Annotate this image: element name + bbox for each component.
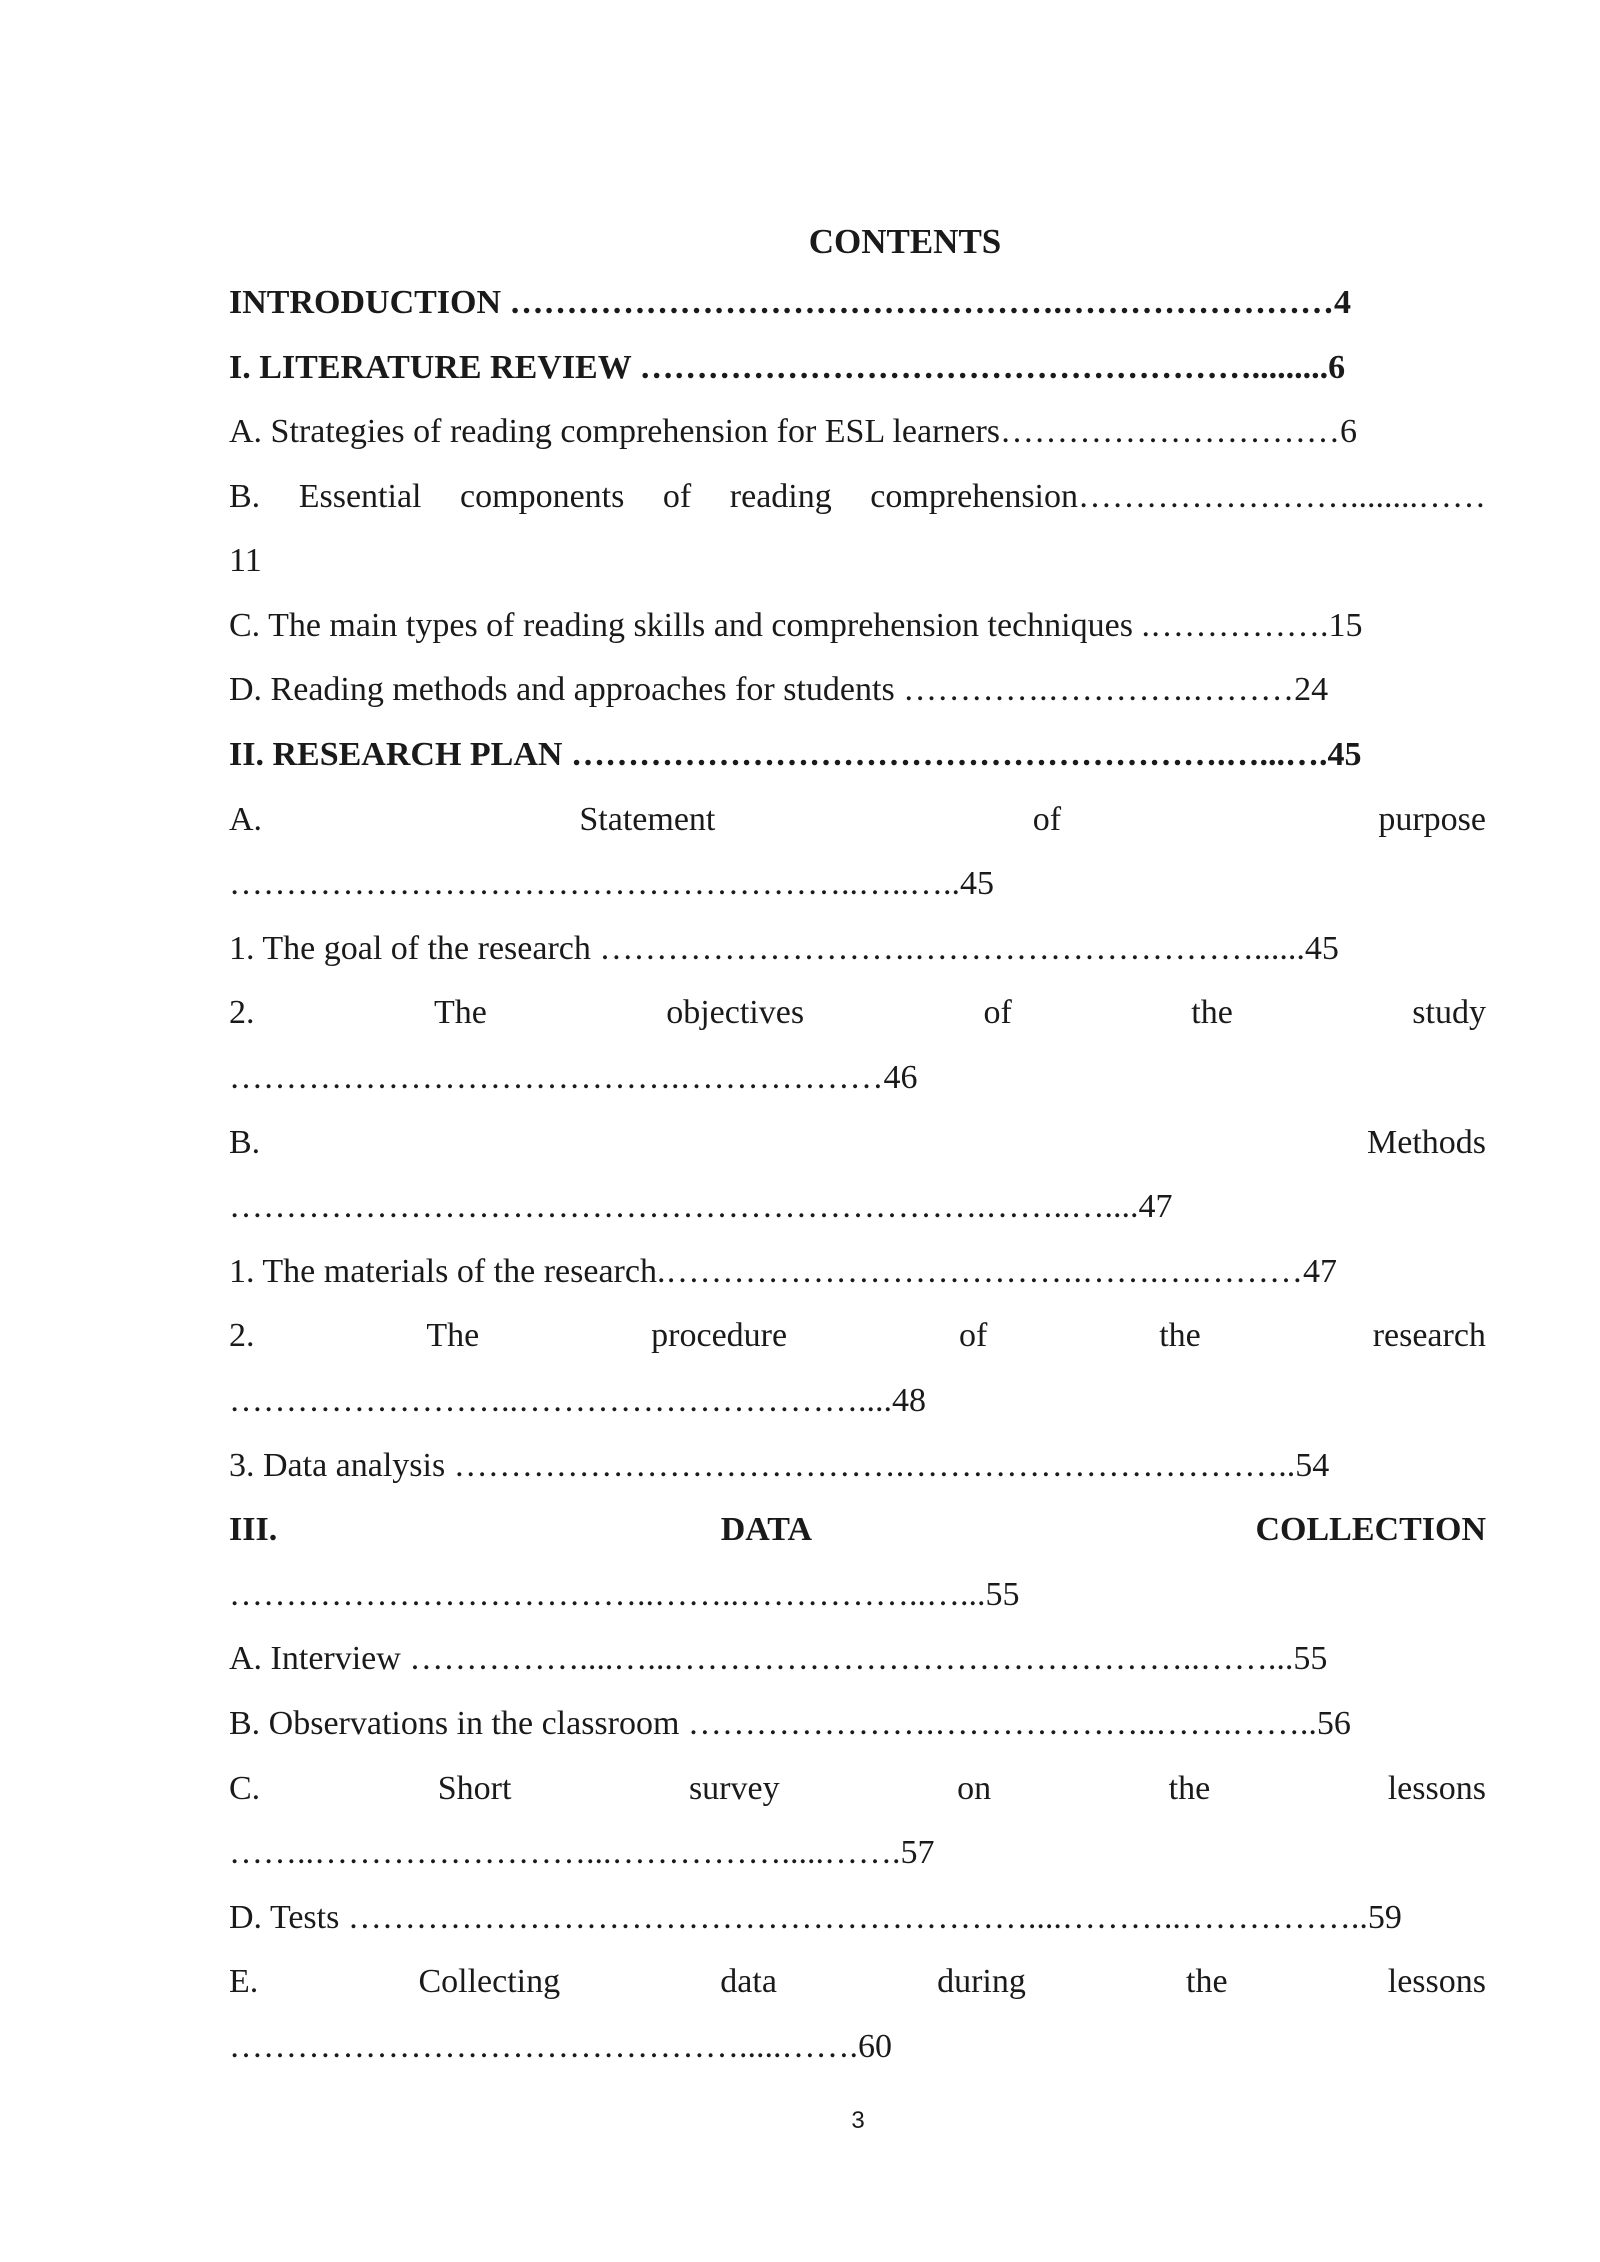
toc-word: Methods (1367, 1124, 1486, 1161)
toc-leader-continuation: ……………………..…………………………....48 (229, 1382, 926, 1419)
toc-word: of (959, 1317, 988, 1354)
toc-word: A. (229, 801, 263, 838)
toc-word: 2. (229, 1317, 255, 1354)
toc-leader-continuation: ………………………………………………………….……..…....47 (229, 1188, 1173, 1225)
toc-entry-research-plan: II. RESEARCH PLAN ………………………………………………….…...….45 (229, 736, 1362, 773)
toc-leader-continuation: ………………………………………………..…..…..45 (229, 865, 994, 902)
toc-leader-continuation: ………………………………….………………46 (229, 1059, 918, 1096)
toc-word: The (426, 1317, 480, 1354)
toc-entry-collecting-data (229, 1960, 1486, 2004)
toc-word: III. (229, 1511, 278, 1548)
toc-word: of (983, 994, 1012, 1031)
toc-word: comprehension……………………........…… (870, 478, 1486, 515)
toc-entry-reading-methods: D. Reading methods and approaches for students ………….………….………24 (229, 671, 1329, 708)
toc-entry-objectives (229, 991, 1486, 1035)
toc-leader-continuation: ……..……………………...…………….....…….57 (229, 1834, 935, 1871)
toc-word: of (1032, 801, 1062, 838)
toc-entry-interview: A. Interview ……………....…...………………………………………..……...55 (229, 1640, 1328, 1677)
toc-entry-methods (229, 1121, 1486, 1165)
toc-leader-continuation: ……………………………………….....…….60 (229, 2028, 892, 2065)
toc-word: Collecting (418, 1963, 561, 2000)
toc-word: lessons (1387, 1770, 1486, 1807)
toc-word: on (957, 1770, 992, 1807)
toc-entry-essential-components (229, 475, 1486, 519)
page-title: CONTENTS (808, 222, 1002, 261)
toc-entry-introduction: INTRODUCTION ………………………………………….……………………4 (229, 284, 1352, 321)
toc-word: Short (437, 1770, 512, 1807)
toc-word: purpose (1378, 801, 1486, 838)
toc-entry-reading-skills: C. The main types of reading skills and comprehension techniques .…………….15 (229, 607, 1363, 644)
page-number: 3 (851, 2107, 865, 2134)
toc-word: survey (688, 1770, 780, 1807)
toc-word: data (720, 1963, 777, 2000)
toc-entry-materials: 1. The materials of the research.……………………………….…….….………47 (229, 1253, 1337, 1290)
toc-word: the (1159, 1317, 1201, 1354)
toc-word: objectives (666, 994, 805, 1031)
toc-word: B. (229, 478, 261, 515)
toc-word: E. (229, 1963, 259, 2000)
toc-page-number-continuation: 11 (229, 542, 262, 579)
toc-leader-continuation: ………………………………..……..……………..…...55 (229, 1576, 1020, 1613)
toc-entry-tests: D. Tests ……………………………………………………....………..……………..59 (229, 1899, 1402, 1936)
toc-entry-goal: 1. The goal of the research ……………………….…………………………......45 (229, 930, 1339, 967)
toc-entry-short-survey (229, 1767, 1486, 1811)
toc-word: procedure (651, 1317, 788, 1354)
toc-word: Essential (298, 478, 422, 515)
toc-word: C. (229, 1770, 261, 1807)
toc-word: The (433, 994, 487, 1031)
toc-word: Statement (579, 801, 716, 838)
toc-word: DATA (720, 1511, 812, 1548)
toc-word: B. (229, 1124, 261, 1161)
toc-word: research (1372, 1317, 1486, 1354)
toc-entry-strategies: A. Strategies of reading comprehension for ESL learners…………………………6 (229, 413, 1358, 450)
toc-entry-procedure (229, 1314, 1486, 1358)
toc-word: the (1168, 1770, 1211, 1807)
toc-word: the (1191, 994, 1233, 1031)
toc-word: lessons (1387, 1963, 1486, 2000)
toc-entry-data-collection (229, 1508, 1486, 1552)
toc-word: COLLECTION (1255, 1511, 1486, 1548)
toc-word: study (1412, 994, 1486, 1031)
toc-entry-statement-of-purpose (229, 798, 1486, 842)
toc-entry-data-analysis: 3. Data analysis ………………………………….……………………………..54 (229, 1447, 1330, 1484)
toc-word: components (460, 478, 625, 515)
toc-entry-literature-review: I. LITERATURE REVIEW ……………………………………………….........6 (229, 349, 1346, 386)
toc-word: the (1186, 1963, 1228, 2000)
toc-word: reading (729, 478, 832, 515)
toc-entry-observations: B. Observations in the classroom ………………….………………..…….……..56 (229, 1705, 1351, 1742)
toc-word: during (937, 1963, 1026, 2000)
toc-word: 2. (229, 994, 255, 1031)
toc-word: of (662, 478, 692, 515)
